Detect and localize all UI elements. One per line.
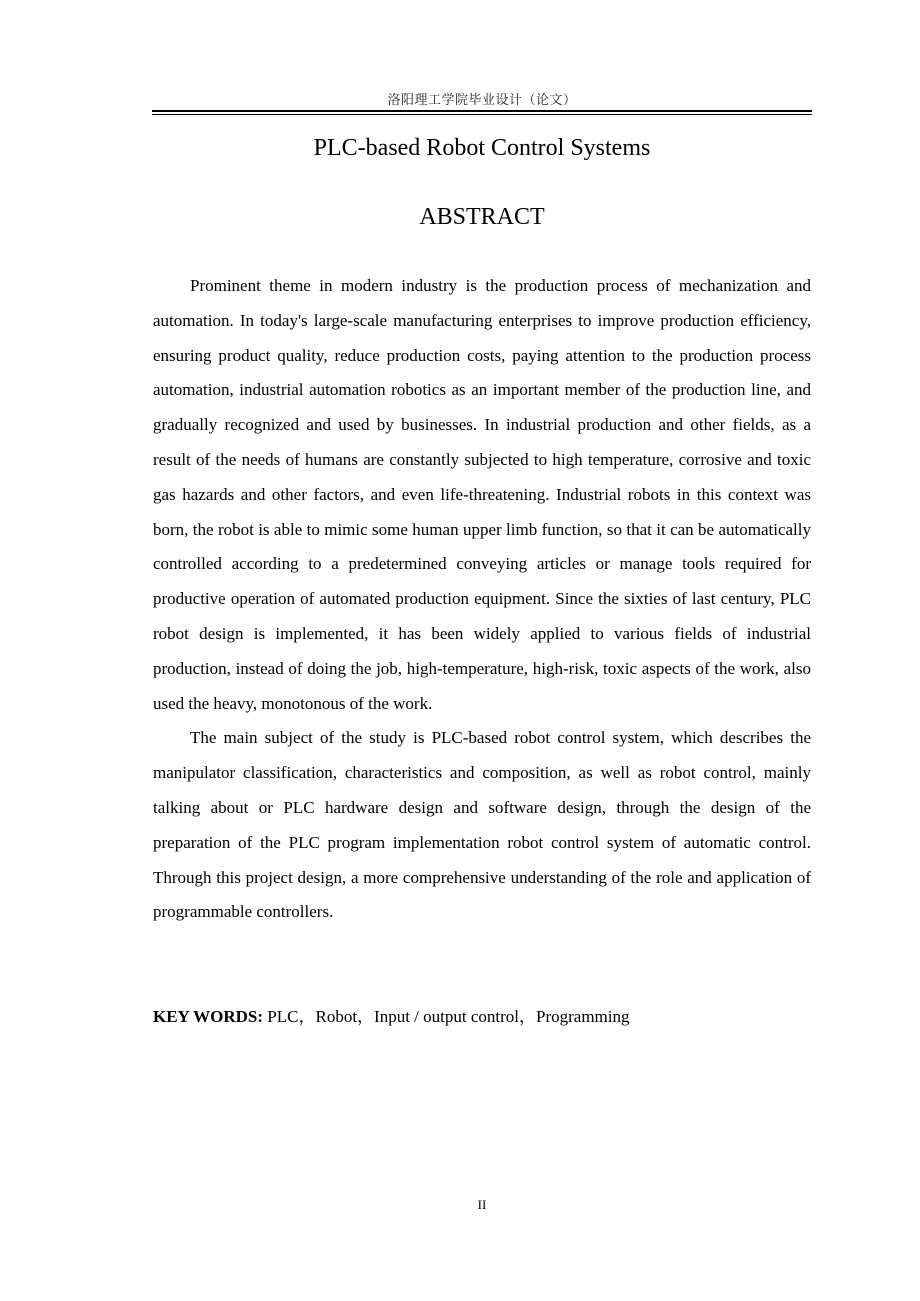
- abstract-paragraph-1: Prominent theme in modern industry is the production process of mechanization and automation. In today's large-scale manufacturing enterprises to improve production efficiency, ensuring product quality, reduce production costs, paying attention to the production process automation, industrial automation robotics as an important member of the production line, and gradually recognized and used by businesses. In industrial production and other fields, as a result of the needs of humans are constantly subjected to high temperature, corrosive and toxic gas hazards and other factors, and even life-threatening. Industrial robots in this context was born, the robot is able to mimic some human upper limb function, so that it can be automatically controlled according to a predetermined conveying articles or manage tools required for productive operation of automated production equipment. Since the sixties of last century, PLC robot design is implemented, it has been widely applied to various fields of industrial production, instead of doing the job, high-temperature, high-risk, toxic aspects of the work, also used the heavy, monotonous of the work.: [153, 276, 811, 713]
- running-header: 洛阳理工学院毕业设计（论文）: [387, 92, 577, 107]
- header-rule-thin: [152, 114, 812, 115]
- keywords-line: [153, 1000, 811, 1034]
- abstract-body: [153, 269, 811, 930]
- abstract-heading: ABSTRACT: [419, 204, 545, 230]
- keywords-label: KEY WORDS:: [153, 1007, 264, 1026]
- keywords-text: PLC，Robot，Input / output control，Programming: [263, 1007, 630, 1026]
- header-rule-thick: [152, 110, 812, 112]
- abstract-paragraph-2: The main subject of the study is PLC-based robot control system, which describes the manipulator classification, characteristics and composition, as well as robot control, mainly talking about or PLC hardware design and software design, through the design of the preparation of the PLC program implementation robot control system of automatic control. Through this project design, a more comprehensive understanding of the role and application of programmable controllers.: [153, 728, 811, 922]
- page-number: II: [477, 1197, 487, 1212]
- document-title: PLC-based Robot Control Systems: [313, 135, 651, 161]
